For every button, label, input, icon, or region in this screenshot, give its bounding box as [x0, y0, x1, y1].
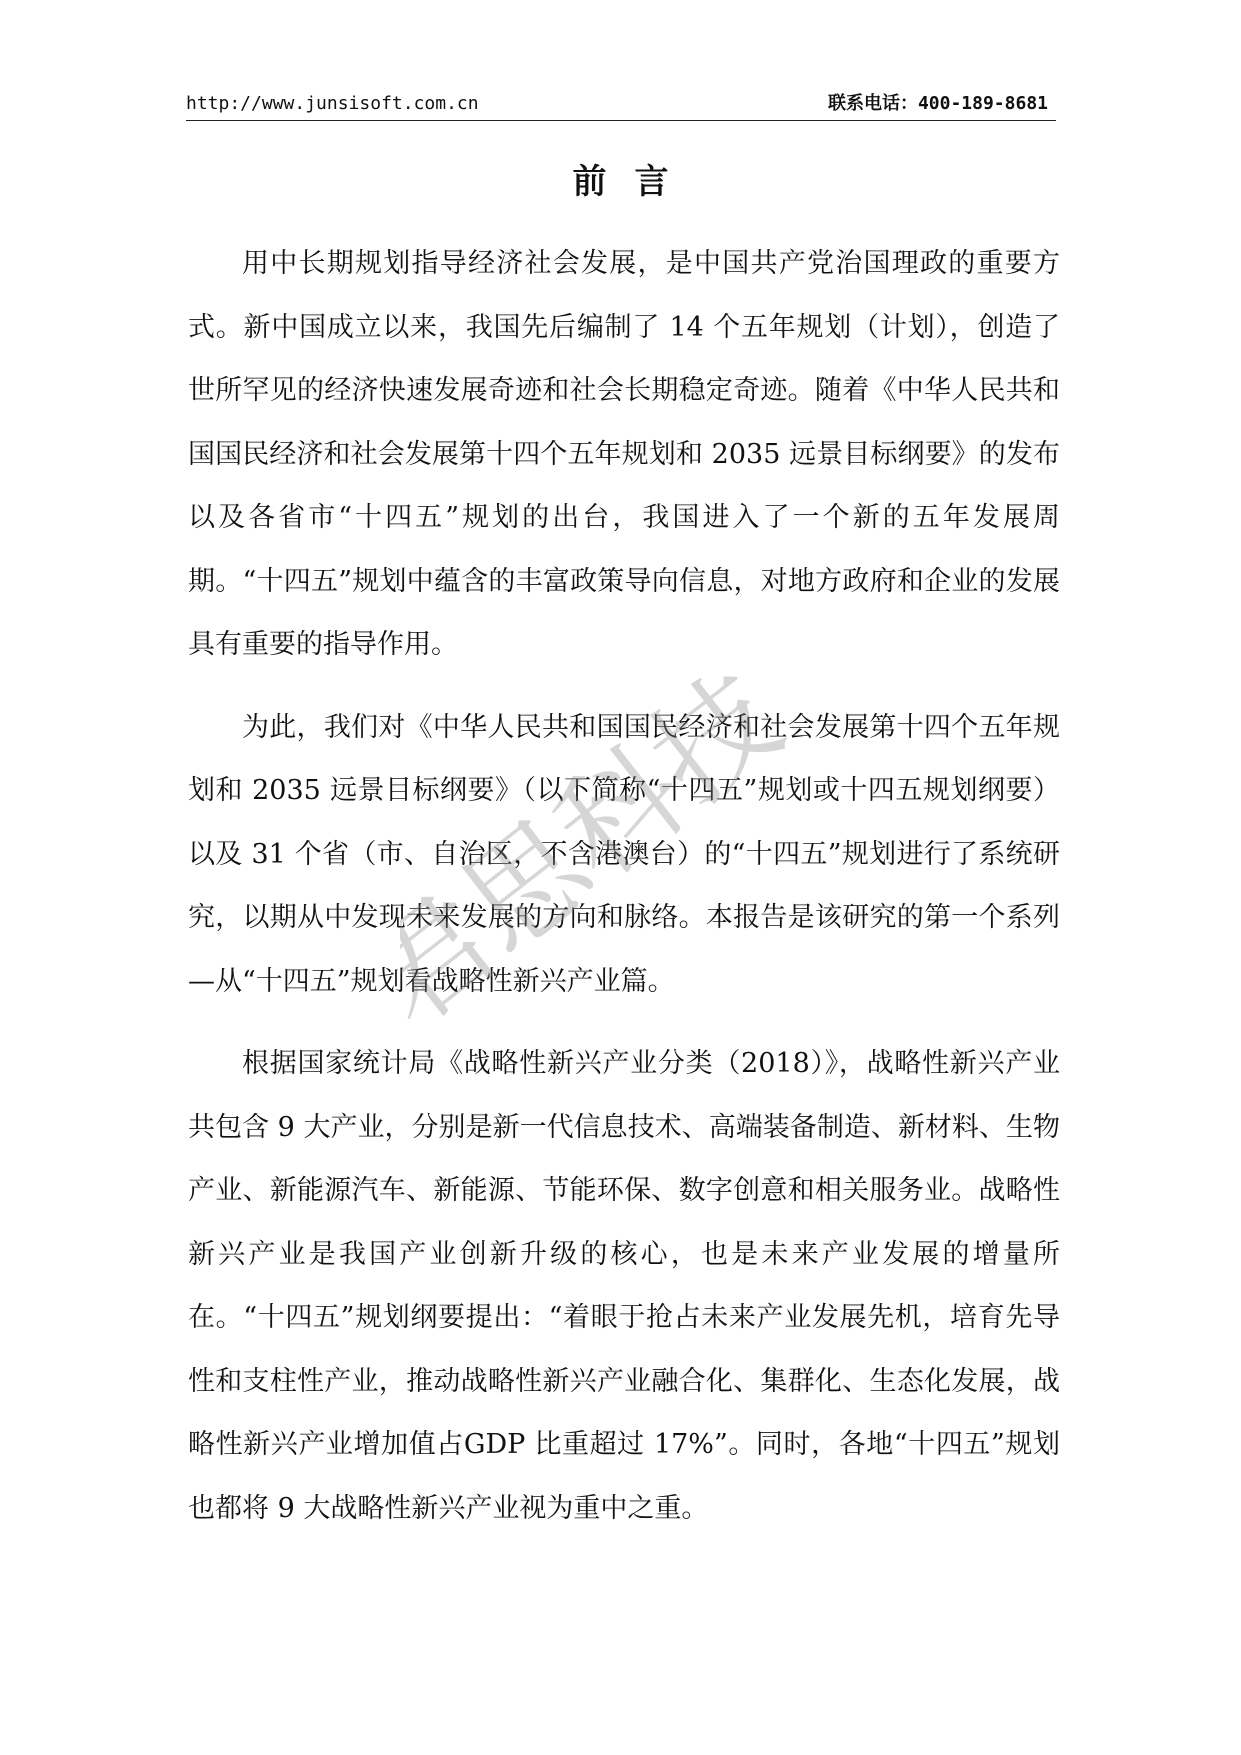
header-url: http://www.junsisoft.com.cn [186, 93, 479, 114]
page-title: 前言 [572, 162, 697, 202]
paragraph-2: 为此，我们对《中华人民共和国国民经济和社会发展第十四个五年规划和 2035 远景目标纲要》（以下简称“十四五”规划或十四五规划纲要）以及 31 个省（市、自治区，不含港澳台）的“十四五”规划进行了系统研究，以期从中发现未来发展的方向和脉络。本报告是该研究的第一个系列—从“十四五”规划看战略性新兴产业篇。 [188, 711, 1060, 997]
document-body [188, 232, 1060, 1540]
watermark-text: 君思科技 [400, 647, 807, 1040]
paragraph-1: 用中长期规划指导经济社会发展，是中国共产党治国理政的重要方式。新中国成立以来，我国先后编制了 14 个五年规划（计划），创造了世所罕见的经济快速发展奇迹和社会长期稳定奇迹。随着《中华人民共和国国民经济和社会发展第十四个五年规划和 2035 远景目标纲要》的发布以及各省市“十四五”规划的出台，我国进入了一个新的五年发展周期。“十四五”规划中蕴含的丰富政策导向信息，对地方政府和企业的发展具有重要的指导作用。 [188, 248, 1060, 660]
header-phone: 联系电话：400-189-8681 [827, 93, 1048, 114]
page-header [186, 92, 1056, 121]
paragraph-3: 根据国家统计局《战略性新兴产业分类（2018）》，战略性新兴产业共包含 9 大产业，分别是新一代信息技术、高端装备制造、新材料、生物产业、新能源汽车、新能源、节能环保、数字创意和相关服务业。战略性新兴产业是我国产业创新升级的核心，也是未来产业发展的增量所在。“十四五”规划纲要提出：“着眼于抢占未来产业发展先机，培育先导性和支柱性产业，推动战略性新兴产业融合化、集群化、生态化发展，战略性新兴产业增加值占GDP 比重超过 17%”。同时，各地“十四五”规划也都将 9 大战略性新兴产业视为重中之重。 [188, 1048, 1060, 1524]
